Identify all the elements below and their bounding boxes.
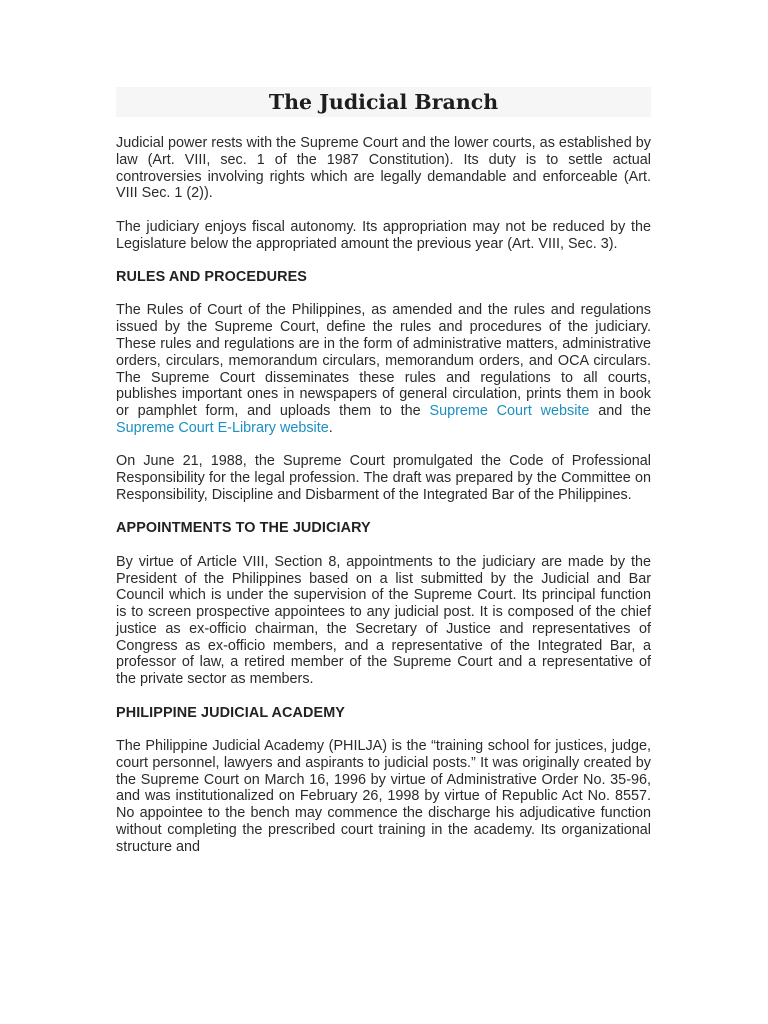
rules-paragraph-1-between: and the [589,403,652,420]
rules-paragraph-1 [116,302,651,436]
rules-paragraph-1-end: . [328,419,333,436]
section-heading-rules: RULES AND PROCEDURES [116,268,307,285]
section-heading-academy: PHILIPPINE JUDICIAL ACADEMY [116,704,345,721]
appointments-paragraph-1: By virtue of Article VIII, Section 8, appointments to the judiciary are made by the President of the Philippines based on a list submitted by the Judicial and Bar Council which is under the supervision of the Supreme Court. Its principal function is to screen prospective appointees to any judicial post. It is composed of the chief justice as ex-officio chairman, the Secretary of Justice and representatives of Congress as ex-officio members, and a representative of the Integrated Bar, a professor of law, a retired member of the Supreme Court and a representative of the private sector as members. [116,553,651,688]
intro-paragraph-1: Judicial power rests with the Supreme Court and the lower courts, as established by law (Art. VIII, sec. 1 of the 1987 Constitution). Its duty is to settle actual controversies involving rights which are legally demandable and enforceable (Art. VIII Sec. 1 (2)). [116,135,651,202]
rules-paragraph-1-text: The Rules of Court of the Philippines, as amended and the rules and regulations issued by the Supreme Court, define the rules and procedures of the judiciary. These rules and regulations are in the form of administrative matters, administrative orders, circulars, memorandum circulars, memorandum orders, and OCA circulars. The Supreme Court disseminates these rules and regulations to all courts, publishes important ones in newspapers of general circulation, prints them in book or pamphlet form, and uploads them to the [116,302,651,420]
rules-paragraph-2: On June 21, 1988, the Supreme Court promulgated the Code of Professional Responsibility for the legal profession. The draft was prepared by the Committee on Responsibility, Discipline and Disbarment of the Integrated Bar of the Philippines. [116,453,651,503]
title-band [116,87,651,117]
section-heading-appointments: APPOINTMENTS TO THE JUDICIARY [116,520,371,537]
supreme-court-website-link[interactable]: Supreme Court website [429,403,590,420]
intro-paragraph-2: The judiciary enjoys fiscal autonomy. Its appropriation may not be reduced by the Legislature below the appropriated amount the previous year (Art. VIII, Sec. 3). [116,218,651,252]
academy-paragraph-1: The Philippine Judicial Academy (PHILJA) is the “training school for justices, judge, court personnel, lawyers and aspirants to judicial posts.” It was originally created by the Supreme Court on March 16, 1996 by virtue of Administrative Order No. 35-96, and was institutionalized on February 26, 1998 by virtue of Republic Act No. 8557. No appointee to the bench may commence the discharge his adjudicative function without completing the prescribed court training in the academy. Its organizational structure and [116,738,651,855]
page-title: The Judicial Branch [268,90,499,114]
document-page [116,87,651,872]
supreme-court-elibrary-link[interactable]: Supreme Court E-Library website [116,419,329,436]
